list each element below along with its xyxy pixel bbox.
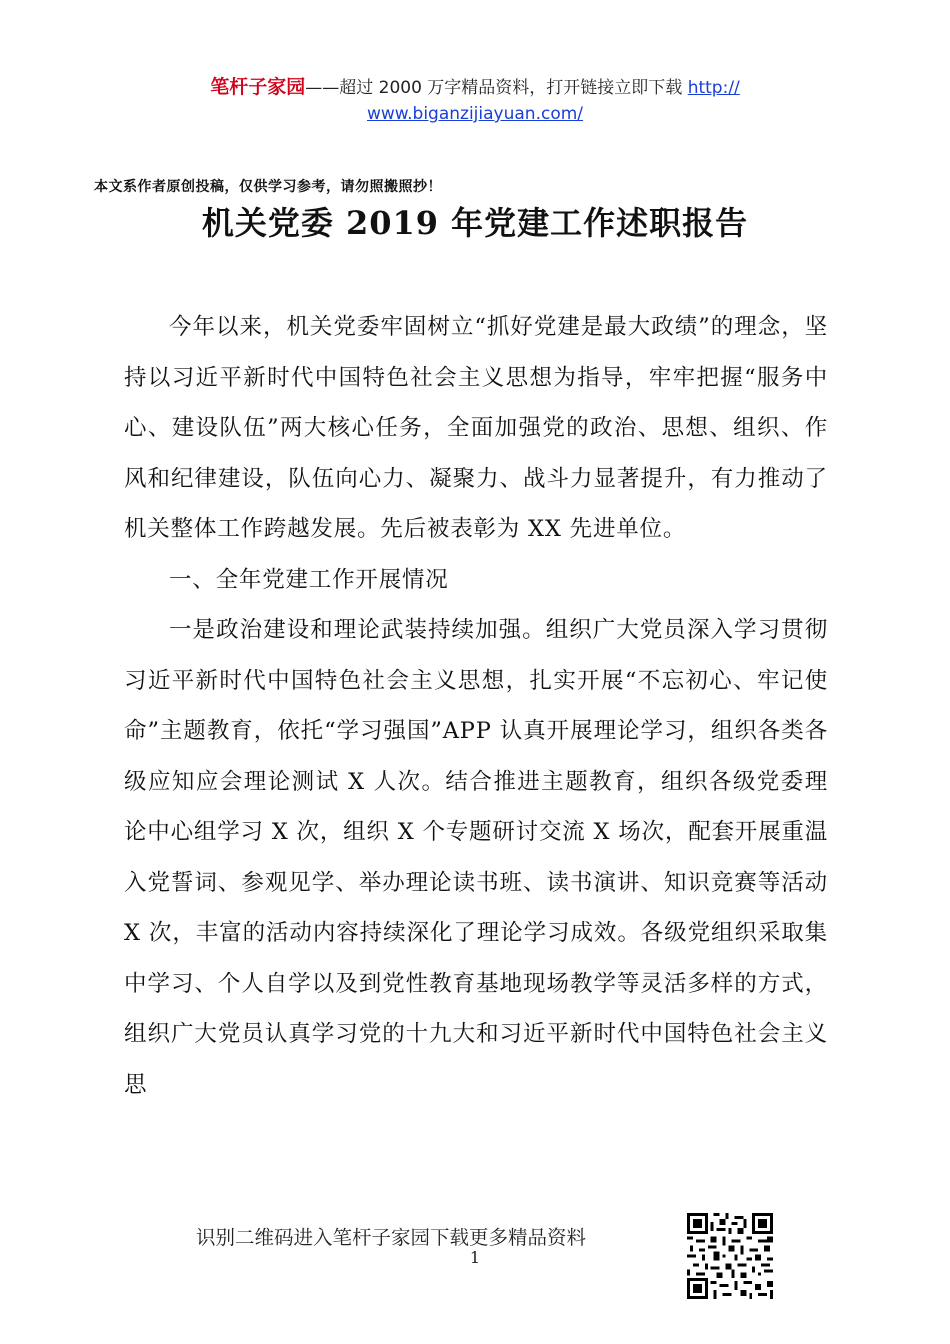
- header-link-prefix[interactable]: http://: [687, 78, 740, 98]
- page-header: [0, 74, 950, 127]
- footer-text: 识别二维码进入笔杆子家园下载更多精品资料: [196, 1226, 587, 1249]
- header-line-2: [0, 101, 950, 127]
- intro-paragraph: 今年以来，机关党委牢固树立“抓好党建是最大政绩”的理念，坚持以习近平新时代中国特色社会主义思想为指导，牢牢把握“服务中心、建设队伍”两大核心任务，全面加强党的政治、思想、组织、作风和纪律建设，队伍向心力、凝聚力、战斗力显著提升，有力推动了机关整体工作跨越发展。先后被表彰为 XX 先进单位。: [124, 314, 828, 542]
- page-number: 1: [469, 1248, 481, 1267]
- qr-code-icon[interactable]: [687, 1213, 773, 1299]
- header-link-url[interactable]: www.biganzijiayuan.com/: [366, 104, 584, 124]
- header-line-1: [0, 74, 950, 101]
- header-tagline: ——超过 2000 万字精品资料，打开链接立即下载: [305, 78, 688, 98]
- section-paragraph: 一是政治建设和理论武装持续加强。组织广大党员深入学习贯彻习近平新时代中国特色社会主义思想，扎实开展“不忘初心、牢记使命”主题教育，依托“学习强国”APP 认真开展理论学习，组织各类各级应知应会理论测试 X 人次。结合推进主题教育，组织各级党委理论中心组学习 X 次，组织 X 个专题研讨交流 X 场次，配套开展重温入党誓词、参观见学、举办理论读书班、读书演讲、知识竞赛等活动 X 次，丰富的活动内容持续深化了理论学习成效。各级党组织采取集中学习、个人自学以及到党性教育基地现场教学等灵活多样的方式，组织广大党员认真学习党的十九大和习近平新时代中国特色社会主义思: [124, 617, 828, 1098]
- brand-name: 笔杆子家园: [210, 76, 306, 98]
- document-title: 机关党委 2019 年党建工作述职报告: [201, 204, 749, 242]
- copyright-notice: 本文系作者原创投稿，仅供学习参考，请勿照搬照抄！: [94, 179, 442, 195]
- document-body: [124, 302, 828, 1110]
- section-heading: 一、全年党建工作开展情况: [169, 566, 449, 593]
